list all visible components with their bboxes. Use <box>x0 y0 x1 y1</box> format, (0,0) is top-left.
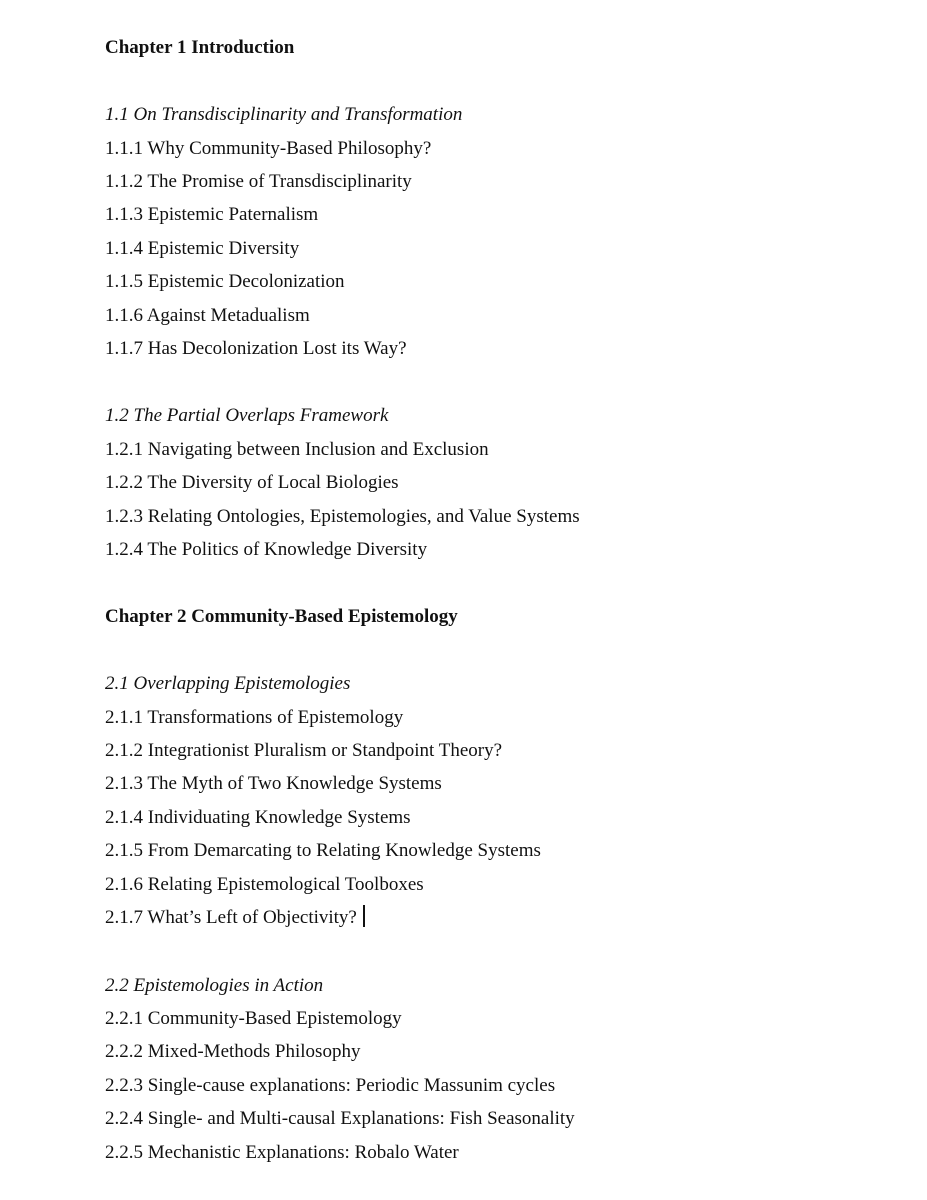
chapter-heading: Chapter 1 Introduction <box>105 37 295 58</box>
text-cursor <box>363 905 365 927</box>
toc-entry: 1.2.3 Relating Ontologies, Epistemologies, and Value Systems <box>105 506 580 527</box>
document-page[interactable] <box>105 0 927 1200</box>
toc-entry: 2.1.6 Relating Epistemological Toolboxes <box>105 874 424 895</box>
section-heading: 2.2 Epistemologies in Action <box>105 975 324 996</box>
toc-entry: 1.1.6 Against Metadualism <box>105 305 310 326</box>
chapter-heading: Chapter 2 Community-Based Epistemology <box>105 606 458 627</box>
section-heading: 1.2 The Partial Overlaps Framework <box>105 405 389 426</box>
toc-entry: 2.1.4 Individuating Knowledge Systems <box>105 807 411 828</box>
toc-entry: 1.1.1 Why Community-Based Philosophy? <box>105 138 432 159</box>
toc-entry: 1.2.1 Navigating between Inclusion and Exclusion <box>105 439 489 460</box>
toc-entry: 2.1.1 Transformations of Epistemology <box>105 707 404 728</box>
toc-entry: 2.2.3 Single-cause explanations: Periodic Massunim cycles <box>105 1075 556 1096</box>
toc-entry: 2.2.2 Mixed-Methods Philosophy <box>105 1041 361 1062</box>
toc-entry: 1.1.7 Has Decolonization Lost its Way? <box>105 338 407 359</box>
toc-entry: 1.2.2 The Diversity of Local Biologies <box>105 472 399 493</box>
toc-entry: 2.1.5 From Demarcating to Relating Knowledge Systems <box>105 840 541 861</box>
section-heading: 1.1 On Transdisciplinarity and Transformation <box>105 104 463 125</box>
toc-entry: 2.1.2 Integrationist Pluralism or Standpoint Theory? <box>105 740 503 761</box>
toc-entry-text: 2.1.7 What’s Left of Objectivity? <box>105 907 357 928</box>
toc-entry-with-cursor <box>105 905 365 931</box>
toc-entry: 1.1.4 Epistemic Diversity <box>105 238 300 259</box>
toc-entry: 2.2.4 Single- and Multi-causal Explanations: Fish Seasonality <box>105 1108 575 1129</box>
toc-entry: 2.1.3 The Myth of Two Knowledge Systems <box>105 773 442 794</box>
toc-entry: 2.2.5 Mechanistic Explanations: Robalo Water <box>105 1142 459 1163</box>
toc-entry: 1.1.5 Epistemic Decolonization <box>105 271 345 292</box>
section-heading: 2.1 Overlapping Epistemologies <box>105 673 351 694</box>
toc-entry: 1.1.3 Epistemic Paternalism <box>105 204 319 225</box>
toc-entry: 1.2.4 The Politics of Knowledge Diversity <box>105 539 428 560</box>
toc-entry: 1.1.2 The Promise of Transdisciplinarity <box>105 171 412 192</box>
toc-entry: 2.2.1 Community-Based Epistemology <box>105 1008 402 1029</box>
